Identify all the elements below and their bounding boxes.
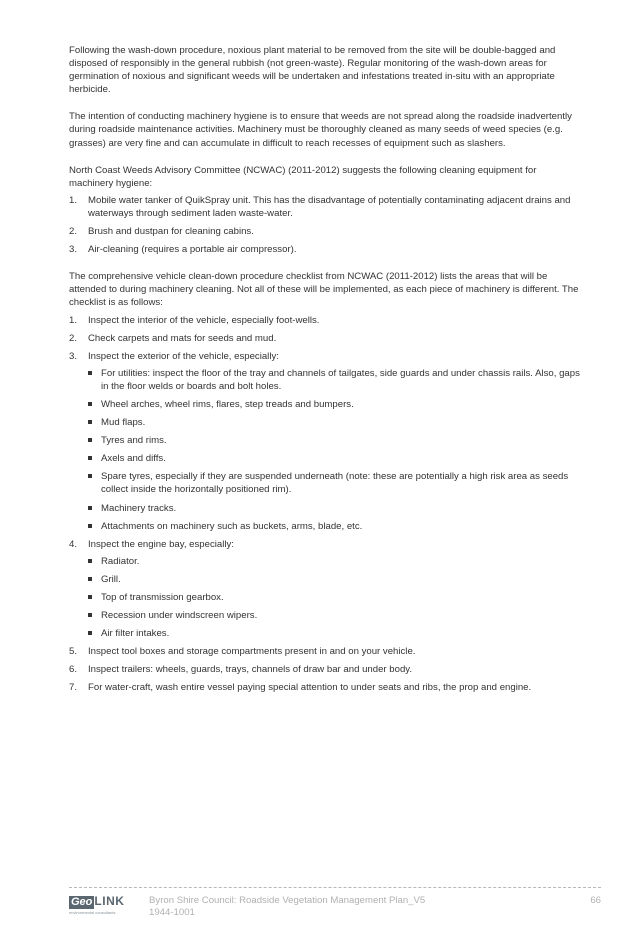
paragraph-wash-down-disposal: Following the wash-down procedure, noxious plant material to be removed from the site will be double-bagged and disposed of responsibly in the general rubbish (not green-waste). Regular monitoring of the wash-down areas for germination of noxious and significant weeds will be undertaken and infestations treated in-situ with an appropriate herbicide. bbox=[69, 45, 556, 96]
geolink-logo: Geo LINK environmental consultants bbox=[69, 894, 125, 915]
bullet-icon bbox=[88, 420, 92, 424]
bullet-icon bbox=[88, 474, 92, 478]
page-footer bbox=[69, 895, 601, 921]
list-item: Radiator. bbox=[69, 555, 581, 568]
footer-doc-title: Byron Shire Council: Roadside Vegetation Management Plan_V5 bbox=[149, 895, 426, 906]
list-item: Grill. bbox=[69, 573, 581, 586]
bullet-icon bbox=[88, 438, 92, 442]
clean-down-checklist bbox=[69, 314, 581, 695]
list-item: Attachments on machinery such as buckets, arms, blade, etc. bbox=[69, 520, 581, 533]
list-item: 3. Air-cleaning (requires a portable air compressor). bbox=[69, 244, 297, 256]
bullet-icon bbox=[88, 613, 92, 617]
bullet-icon bbox=[88, 456, 92, 460]
paragraph-machinery-hygiene-intent: The intention of conducting machinery hygiene is to ensure that weeds are not spread along the roadside inadvertently during roadside maintenance activities. Machinery must be thoroughly cleaned as many seeds of weed species (e.g. grasses) are very fine and can accumulate in difficult to reach recesses of equipment such as slashers. bbox=[69, 111, 572, 149]
bullet-icon bbox=[88, 577, 92, 581]
list-item: 7. For water-craft, wash entire vessel paying special attention to under seats and ribs, the prop and engine. bbox=[69, 682, 532, 694]
list-item: Wheel arches, wheel rims, flares, step treads and bumpers. bbox=[69, 398, 581, 411]
list-item: Machinery tracks. bbox=[69, 502, 581, 515]
list-item: Spare tyres, especially if they are suspended underneath (note: these are potentially a high risk area as seeds collect inside the horizontally positioned rim). bbox=[69, 470, 581, 496]
list-item: 6. Inspect trailers: wheels, guards, trays, channels of draw bar and under body. bbox=[69, 664, 413, 676]
list-item: Recession under windscreen wipers. bbox=[69, 609, 581, 622]
footer-divider bbox=[69, 887, 601, 888]
paragraph-ncwac-equipment-intro: North Coast Weeds Advisory Committee (NCWAC) (2011-2012) suggests the following cleaning equipment for machinery hygiene: bbox=[69, 164, 537, 189]
footer-document-info bbox=[149, 895, 425, 919]
bullet-icon bbox=[88, 631, 92, 635]
list-item: 3. Inspect the exterior of the vehicle, especially: For utilities: inspect the floor of the tray and channels of tailgates, side guards and under chassis rails. Also, gaps in the floor welds or boards and bolt holes. Wheel arches, wheel rims, flares, step treads and bumpers. Mud flaps. Tyres and rims. Axels and diffs. Spare tyres, especially if they are suspended underneath (note: these are potentially a high risk area as seeds collect inside the horizontally positioned rim). Machinery tracks. Attachments on machinery such as buckets, arms, blade, etc. bbox=[69, 350, 580, 532]
footer-doc-number: 1944-1001 bbox=[149, 907, 195, 918]
list-item: Mud flaps. bbox=[69, 416, 581, 429]
list-item: 4. Inspect the engine bay, especially: Radiator. Grill. Top of transmission gearbox. Recession under windscreen wipers. Air filter intakes. bbox=[69, 538, 581, 641]
bullet-icon bbox=[88, 524, 92, 528]
exterior-sublist bbox=[69, 367, 581, 533]
page-number: 66 bbox=[590, 895, 601, 906]
list-item: Air filter intakes. bbox=[69, 627, 581, 640]
list-item: 2. Check carpets and mats for seeds and mud. bbox=[69, 332, 277, 344]
list-item: 2. Brush and dustpan for cleaning cabins. bbox=[69, 226, 254, 238]
list-item: For utilities: inspect the floor of the tray and channels of tailgates, side guards and under chassis rails. Also, gaps in the floor welds or boards and bolt holes. bbox=[69, 367, 581, 393]
list-item: 1. Inspect the interior of the vehicle, especially foot-wells. bbox=[69, 314, 320, 326]
list-item: 1. Mobile water tanker of QuikSpray unit. This has the disadvantage of potentially contaminating adjacent drains and waterways through sediment laden waste-water. bbox=[69, 194, 571, 219]
list-item: Top of transmission gearbox. bbox=[69, 591, 581, 604]
list-item: 5. Inspect tool boxes and storage compartments present in and on your vehicle. bbox=[69, 646, 416, 658]
bullet-icon bbox=[88, 506, 92, 510]
bullet-icon bbox=[88, 402, 92, 406]
bullet-icon bbox=[88, 559, 92, 563]
engine-bay-sublist bbox=[69, 555, 581, 640]
paragraph-checklist-intro: The comprehensive vehicle clean-down procedure checklist from NCWAC (2011-2012) lists the areas that will be attended to during machinery cleaning. Not all of these will be implemented, as each piece of machinery is different. The checklist is as follows: bbox=[69, 271, 579, 309]
bullet-icon bbox=[88, 595, 92, 599]
list-item: Tyres and rims. bbox=[69, 434, 581, 447]
bullet-icon bbox=[88, 371, 92, 375]
cleaning-equipment-list bbox=[69, 194, 581, 256]
document-body bbox=[69, 44, 581, 700]
list-item: Axels and diffs. bbox=[69, 452, 581, 465]
